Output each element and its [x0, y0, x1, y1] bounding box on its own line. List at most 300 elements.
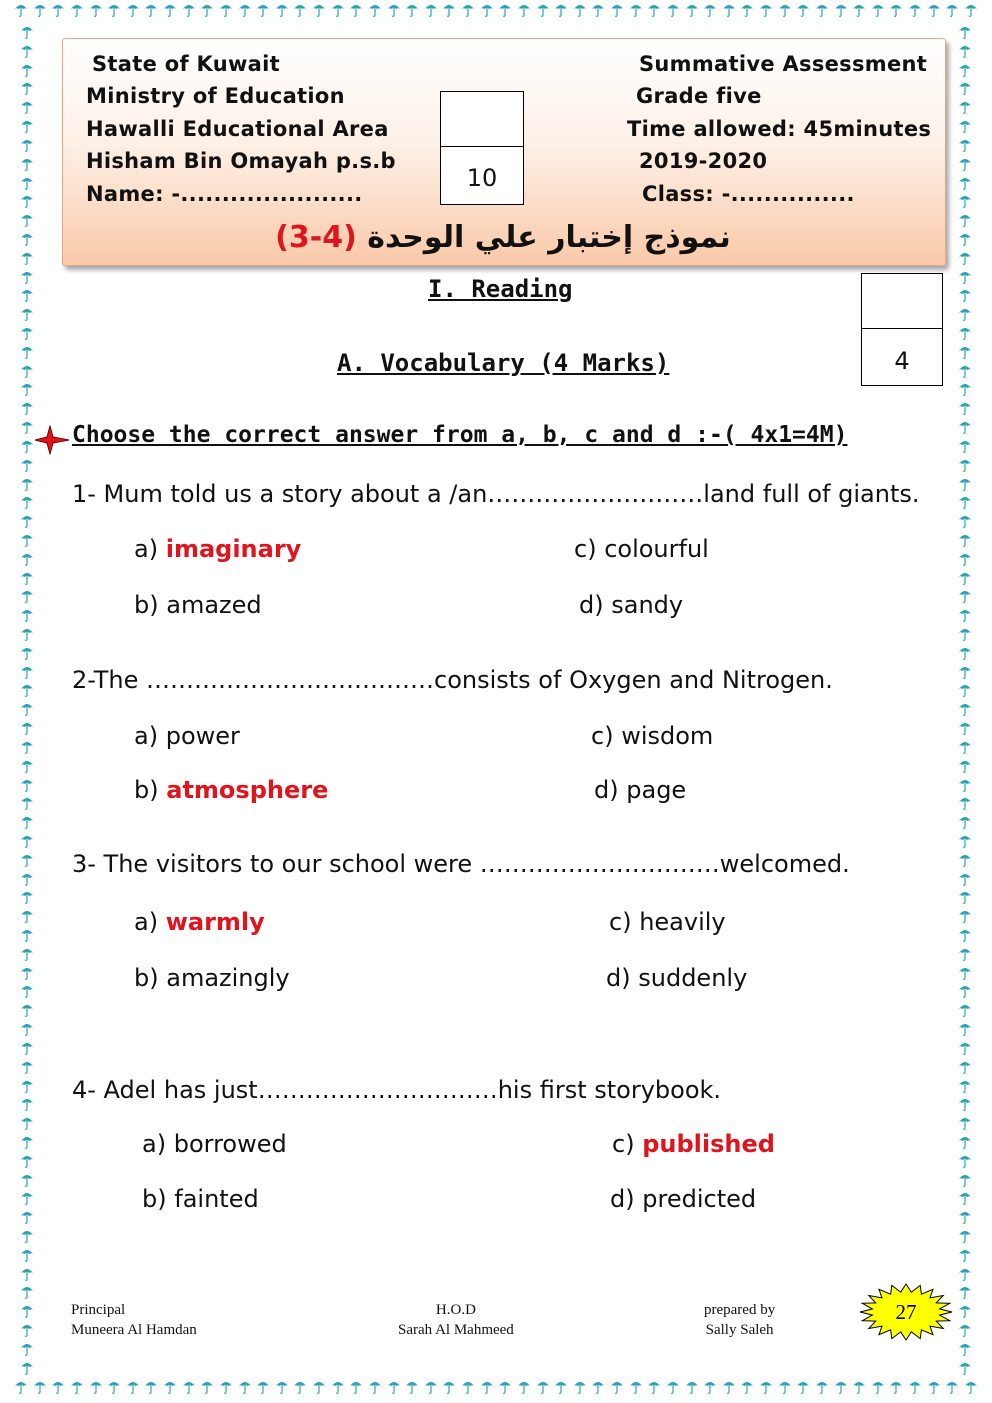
- umbrella-icon: [958, 532, 972, 548]
- page-border-left: [16, 24, 38, 1376]
- umbrella-icon: [163, 1379, 177, 1395]
- umbrella-icon: [144, 2, 158, 18]
- umbrella-icon: [685, 2, 699, 18]
- umbrella-icon: [20, 62, 34, 78]
- umbrella-icon: [796, 1379, 810, 1395]
- umbrella-icon: [20, 607, 34, 623]
- umbrella-icon: [20, 175, 34, 191]
- header-ministry: Ministry of Education: [86, 84, 345, 108]
- umbrella-icon: [498, 1379, 512, 1395]
- umbrella-icon: [20, 1209, 34, 1225]
- umbrella-icon: [958, 1247, 972, 1263]
- header-area: Hawalli Educational Area: [86, 117, 389, 141]
- umbrella-icon: [740, 1379, 754, 1395]
- umbrella-icon: [275, 2, 289, 18]
- umbrella-icon: [20, 795, 34, 811]
- umbrella-icon: [20, 438, 34, 454]
- umbrella-icon: [20, 852, 34, 868]
- umbrella-icon: [958, 1284, 972, 1300]
- umbrella-icon: [20, 1360, 34, 1376]
- option-4b[interactable]: b) fainted: [142, 1185, 259, 1213]
- umbrella-icon: [461, 2, 475, 18]
- umbrella-icon: [20, 381, 34, 397]
- umbrella-icon: [958, 1303, 972, 1319]
- umbrella-icon: [20, 137, 34, 153]
- option-4d[interactable]: d) predicted: [610, 1185, 757, 1213]
- umbrella-icon: [666, 2, 680, 18]
- umbrella-icon: [958, 570, 972, 586]
- umbrella-icon: [70, 1379, 84, 1395]
- umbrella-icon: [554, 1379, 568, 1395]
- umbrella-icon: [958, 701, 972, 717]
- option-1b[interactable]: b) amazed: [134, 591, 262, 619]
- option-3c[interactable]: c) heavily: [609, 908, 726, 936]
- umbrella-icon: [368, 2, 382, 18]
- page-number: 27: [895, 1300, 917, 1324]
- umbrella-icon: [927, 2, 941, 18]
- umbrella-icon: [889, 1379, 903, 1395]
- umbrella-icon: [405, 1379, 419, 1395]
- umbrella-icon: [20, 400, 34, 416]
- correct-answer: warmly: [165, 908, 265, 936]
- umbrella-icon: [958, 1115, 972, 1131]
- name-field[interactable]: Name: -......................: [86, 182, 363, 206]
- umbrella-icon: [182, 2, 196, 18]
- umbrella-icon: [958, 739, 972, 755]
- umbrella-icon: [958, 1078, 972, 1094]
- umbrella-icon: [778, 2, 792, 18]
- umbrella-icon: [20, 306, 34, 322]
- umbrella-icon: [20, 476, 34, 492]
- umbrella-icon: [517, 2, 531, 18]
- umbrella-icon: [20, 1266, 34, 1282]
- umbrella-icon: [20, 588, 34, 604]
- umbrella-icon: [834, 2, 848, 18]
- umbrella-icon: [958, 927, 972, 943]
- umbrella-icon: [20, 1228, 34, 1244]
- umbrella-icon: [405, 2, 419, 18]
- umbrella-icon: [759, 2, 773, 18]
- umbrella-icon: [20, 682, 34, 698]
- umbrella-icon: [331, 2, 345, 18]
- umbrella-icon: [20, 80, 34, 96]
- umbrella-icon: [958, 588, 972, 604]
- umbrella-icon: [958, 1040, 972, 1056]
- option-2a[interactable]: a) power: [134, 722, 240, 750]
- umbrella-icon: [958, 62, 972, 78]
- umbrella-icon: [387, 1379, 401, 1395]
- umbrella-icon: [14, 1379, 28, 1395]
- umbrella-icon: [20, 1322, 34, 1338]
- umbrella-icon: [908, 2, 922, 18]
- umbrella-icon: [958, 118, 972, 134]
- umbrella-icon: [51, 2, 65, 18]
- umbrella-icon: [442, 2, 456, 18]
- umbrella-icon: [256, 1379, 270, 1395]
- umbrella-icon: [889, 2, 903, 18]
- umbrella-icon: [424, 2, 438, 18]
- umbrella-icon: [14, 2, 28, 18]
- umbrella-icon: [958, 795, 972, 811]
- umbrella-icon: [591, 2, 605, 18]
- umbrella-icon: [815, 2, 829, 18]
- umbrella-icon: [958, 814, 972, 830]
- option-4c[interactable]: c) published: [612, 1130, 775, 1158]
- page-border-right: [954, 24, 976, 1376]
- umbrella-icon: [958, 1096, 972, 1112]
- umbrella-icon: [219, 2, 233, 18]
- umbrella-icon: [958, 1266, 972, 1282]
- umbrella-icon: [958, 965, 972, 981]
- umbrella-icon: [182, 1379, 196, 1395]
- umbrella-icon: [958, 1021, 972, 1037]
- umbrella-icon: [945, 2, 959, 18]
- umbrella-icon: [958, 24, 972, 40]
- umbrella-icon: [554, 2, 568, 18]
- umbrella-icon: [778, 1379, 792, 1395]
- umbrella-icon: [958, 363, 972, 379]
- page-border-bottom: [14, 1379, 978, 1401]
- umbrella-icon: [958, 1209, 972, 1225]
- option-3d[interactable]: d) suddenly: [606, 964, 748, 992]
- umbrella-icon: [573, 1379, 587, 1395]
- umbrella-icon: [20, 814, 34, 830]
- umbrella-icon: [958, 344, 972, 360]
- option-3b[interactable]: b) amazingly: [134, 964, 290, 992]
- umbrella-icon: [20, 664, 34, 680]
- umbrella-icon: [647, 2, 661, 18]
- umbrella-icon: [20, 419, 34, 435]
- umbrella-icon: [20, 927, 34, 943]
- umbrella-icon: [20, 1059, 34, 1075]
- umbrella-icon: [964, 2, 978, 18]
- umbrella-icon: [958, 1002, 972, 1018]
- umbrella-icon: [958, 664, 972, 680]
- option-4a[interactable]: a) borrowed: [142, 1130, 287, 1158]
- umbrella-icon: [958, 626, 972, 642]
- section-score-box: [861, 273, 943, 386]
- umbrella-icon: [20, 494, 34, 510]
- umbrella-icon: [958, 833, 972, 849]
- umbrella-icon: [20, 1172, 34, 1188]
- umbrella-icon: [958, 946, 972, 962]
- umbrella-icon: [20, 720, 34, 736]
- umbrella-icon: [20, 325, 34, 341]
- umbrella-icon: [958, 400, 972, 416]
- umbrella-icon: [20, 908, 34, 924]
- option-2b[interactable]: b) atmosphere: [134, 776, 329, 804]
- umbrella-icon: [20, 250, 34, 266]
- umbrella-icon: [958, 1059, 972, 1075]
- umbrella-icon: [685, 1379, 699, 1395]
- umbrella-icon: [20, 24, 34, 40]
- umbrella-icon: [629, 2, 643, 18]
- umbrella-icon: [20, 645, 34, 661]
- umbrella-icon: [312, 2, 326, 18]
- umbrella-icon: [958, 1360, 972, 1376]
- umbrella-icon: [958, 871, 972, 887]
- total-score: 10: [466, 164, 498, 192]
- umbrella-icon: [958, 1341, 972, 1357]
- umbrella-icon: [573, 2, 587, 18]
- umbrella-icon: [958, 250, 972, 266]
- option-1a[interactable]: a) imaginary: [134, 535, 302, 563]
- umbrella-icon: [647, 1379, 661, 1395]
- section-subtitle: A. Vocabulary (4 Marks): [337, 349, 670, 377]
- star-bullet-icon: [34, 425, 70, 455]
- footer-hod: H.O.D Sarah Al Mahmeed: [398, 1302, 514, 1338]
- option-2c[interactable]: c) wisdom: [591, 722, 714, 750]
- umbrella-icon: [33, 1379, 47, 1395]
- umbrella-icon: [20, 269, 34, 285]
- umbrella-icon: [20, 777, 34, 793]
- umbrella-icon: [368, 1379, 382, 1395]
- umbrella-icon: [834, 1379, 848, 1395]
- footer-principal: Principal Muneera Al Hamdan: [71, 1302, 197, 1338]
- umbrella-icon: [126, 1379, 140, 1395]
- umbrella-icon: [20, 344, 34, 360]
- section-score: 4: [894, 347, 910, 375]
- umbrella-icon: [20, 363, 34, 379]
- umbrella-icon: [20, 983, 34, 999]
- umbrella-icon: [424, 1379, 438, 1395]
- umbrella-icon: [958, 419, 972, 435]
- option-1c[interactable]: c) colourful: [574, 535, 709, 563]
- umbrella-icon: [200, 1379, 214, 1395]
- question-2: 2-The ………………………………consists of Oxygen and Nitrogen.: [72, 666, 833, 694]
- umbrella-icon: [740, 2, 754, 18]
- umbrella-icon: [33, 2, 47, 18]
- umbrella-icon: [958, 175, 972, 191]
- umbrella-icon: [20, 1115, 34, 1131]
- umbrella-icon: [20, 965, 34, 981]
- umbrella-icon: [958, 758, 972, 774]
- umbrella-icon: [958, 99, 972, 115]
- umbrella-icon: [958, 80, 972, 96]
- umbrella-icon: [958, 682, 972, 698]
- option-3a[interactable]: a) warmly: [134, 908, 265, 936]
- umbrella-icon: [126, 2, 140, 18]
- header-grade: Grade five: [636, 84, 762, 108]
- umbrella-icon: [517, 1379, 531, 1395]
- umbrella-icon: [20, 43, 34, 59]
- umbrella-icon: [387, 2, 401, 18]
- umbrella-icon: [163, 2, 177, 18]
- correct-answer: imaginary: [165, 535, 302, 563]
- umbrella-icon: [442, 1379, 456, 1395]
- umbrella-icon: [20, 231, 34, 247]
- umbrella-icon: [871, 1379, 885, 1395]
- umbrella-icon: [958, 720, 972, 736]
- umbrella-icon: [958, 777, 972, 793]
- umbrella-icon: [20, 758, 34, 774]
- umbrella-icon: [20, 287, 34, 303]
- umbrella-icon: [958, 193, 972, 209]
- umbrella-icon: [20, 1284, 34, 1300]
- umbrella-icon: [20, 457, 34, 473]
- umbrella-icon: [20, 871, 34, 887]
- umbrella-icon: [958, 438, 972, 454]
- correct-answer: atmosphere: [166, 776, 329, 804]
- umbrella-icon: [958, 1172, 972, 1188]
- umbrella-icon: [20, 99, 34, 115]
- umbrella-icon: [958, 1228, 972, 1244]
- umbrella-icon: [89, 1379, 103, 1395]
- umbrella-icon: [107, 2, 121, 18]
- arabic-title: [62, 220, 944, 255]
- umbrella-icon: [256, 2, 270, 18]
- umbrella-icon: [20, 833, 34, 849]
- umbrella-icon: [703, 1379, 717, 1395]
- umbrella-icon: [293, 2, 307, 18]
- umbrella-icon: [610, 2, 624, 18]
- umbrella-icon: [20, 1303, 34, 1319]
- umbrella-icon: [349, 2, 363, 18]
- umbrella-icon: [20, 532, 34, 548]
- umbrella-icon: [958, 43, 972, 59]
- correct-answer: published: [642, 1130, 775, 1158]
- umbrella-icon: [871, 2, 885, 18]
- umbrella-icon: [958, 306, 972, 322]
- umbrella-icon: [89, 2, 103, 18]
- umbrella-icon: [20, 1040, 34, 1056]
- umbrella-icon: [629, 1379, 643, 1395]
- umbrella-icon: [722, 1379, 736, 1395]
- header-year: 2019-2020: [639, 149, 768, 173]
- umbrella-icon: [958, 325, 972, 341]
- umbrella-icon: [958, 645, 972, 661]
- umbrella-icon: [958, 1134, 972, 1150]
- umbrella-icon: [20, 889, 34, 905]
- page-number-badge: [858, 1283, 954, 1341]
- umbrella-icon: [958, 983, 972, 999]
- umbrella-icon: [20, 193, 34, 209]
- umbrella-icon: [958, 212, 972, 228]
- header-time: Time allowed: 45minutes: [627, 117, 932, 141]
- umbrella-icon: [908, 1379, 922, 1395]
- umbrella-icon: [20, 1134, 34, 1150]
- umbrella-icon: [958, 1322, 972, 1338]
- umbrella-icon: [498, 2, 512, 18]
- umbrella-icon: [536, 1379, 550, 1395]
- umbrella-icon: [958, 494, 972, 510]
- umbrella-icon: [958, 269, 972, 285]
- header-school: Hisham Bin Omayah p.s.b: [86, 149, 396, 173]
- umbrella-icon: [312, 1379, 326, 1395]
- page-border-top: [14, 2, 978, 24]
- umbrella-icon: [927, 1379, 941, 1395]
- arabic-title-text: نموذج إختبار علي الوحدة: [356, 220, 731, 255]
- umbrella-icon: [958, 457, 972, 473]
- umbrella-icon: [958, 156, 972, 172]
- umbrella-icon: [964, 1379, 978, 1395]
- umbrella-icon: [238, 2, 252, 18]
- umbrella-icon: [722, 2, 736, 18]
- umbrella-icon: [20, 1078, 34, 1094]
- section-title: I. Reading: [428, 275, 573, 303]
- umbrella-icon: [945, 1379, 959, 1395]
- umbrella-icon: [70, 2, 84, 18]
- question-1: 1- Mum told us a story about a ∕an………………………land full of giants.: [72, 480, 920, 508]
- option-2d[interactable]: d) page: [594, 776, 687, 804]
- umbrella-icon: [958, 1190, 972, 1206]
- umbrella-icon: [703, 2, 717, 18]
- umbrella-icon: [20, 1096, 34, 1112]
- umbrella-icon: [51, 1379, 65, 1395]
- footer-prepared-by: prepared by Sally Saleh: [704, 1302, 776, 1338]
- umbrella-icon: [20, 212, 34, 228]
- umbrella-icon: [958, 607, 972, 623]
- umbrella-icon: [759, 1379, 773, 1395]
- umbrella-icon: [20, 570, 34, 586]
- umbrella-icon: [20, 1190, 34, 1206]
- umbrella-icon: [20, 118, 34, 134]
- umbrella-icon: [958, 287, 972, 303]
- umbrella-icon: [536, 2, 550, 18]
- question-4: 4- Adel has just…………………………his first storybook.: [72, 1076, 722, 1104]
- umbrella-icon: [20, 626, 34, 642]
- question-3: 3- The visitors to our school were …………………………welcomed.: [72, 850, 850, 878]
- instruction: Choose the correct answer from a, b, c and d :-( 4x1=4M): [72, 422, 848, 448]
- umbrella-icon: [461, 1379, 475, 1395]
- umbrella-icon: [20, 1153, 34, 1169]
- umbrella-icon: [20, 1341, 34, 1357]
- umbrella-icon: [20, 156, 34, 172]
- umbrella-icon: [275, 1379, 289, 1395]
- arabic-unit: (4-3): [275, 220, 357, 255]
- umbrella-icon: [200, 2, 214, 18]
- umbrella-icon: [958, 513, 972, 529]
- umbrella-icon: [20, 739, 34, 755]
- umbrella-icon: [958, 381, 972, 397]
- umbrella-icon: [958, 852, 972, 868]
- umbrella-icon: [591, 1379, 605, 1395]
- umbrella-icon: [958, 908, 972, 924]
- umbrella-icon: [20, 1247, 34, 1263]
- umbrella-icon: [958, 551, 972, 567]
- umbrella-icon: [144, 1379, 158, 1395]
- class-field[interactable]: Class: -...............: [642, 182, 855, 206]
- umbrella-icon: [293, 1379, 307, 1395]
- total-score-box: [440, 91, 524, 205]
- umbrella-icon: [958, 137, 972, 153]
- umbrella-icon: [20, 513, 34, 529]
- umbrella-icon: [20, 1002, 34, 1018]
- umbrella-icon: [20, 946, 34, 962]
- header-state: State of Kuwait: [92, 52, 280, 76]
- umbrella-icon: [666, 1379, 680, 1395]
- umbrella-icon: [796, 2, 810, 18]
- umbrella-icon: [958, 1153, 972, 1169]
- umbrella-icon: [20, 551, 34, 567]
- option-1d[interactable]: d) sandy: [579, 591, 684, 619]
- umbrella-icon: [958, 476, 972, 492]
- umbrella-icon: [480, 2, 494, 18]
- umbrella-icon: [815, 1379, 829, 1395]
- umbrella-icon: [610, 1379, 624, 1395]
- header-assessment: Summative Assessment: [639, 52, 928, 76]
- umbrella-icon: [107, 1379, 121, 1395]
- umbrella-icon: [349, 1379, 363, 1395]
- umbrella-icon: [20, 1021, 34, 1037]
- umbrella-icon: [238, 1379, 252, 1395]
- umbrella-icon: [20, 701, 34, 717]
- umbrella-icon: [331, 1379, 345, 1395]
- umbrella-icon: [958, 889, 972, 905]
- umbrella-icon: [480, 1379, 494, 1395]
- umbrella-icon: [852, 1379, 866, 1395]
- umbrella-icon: [219, 1379, 233, 1395]
